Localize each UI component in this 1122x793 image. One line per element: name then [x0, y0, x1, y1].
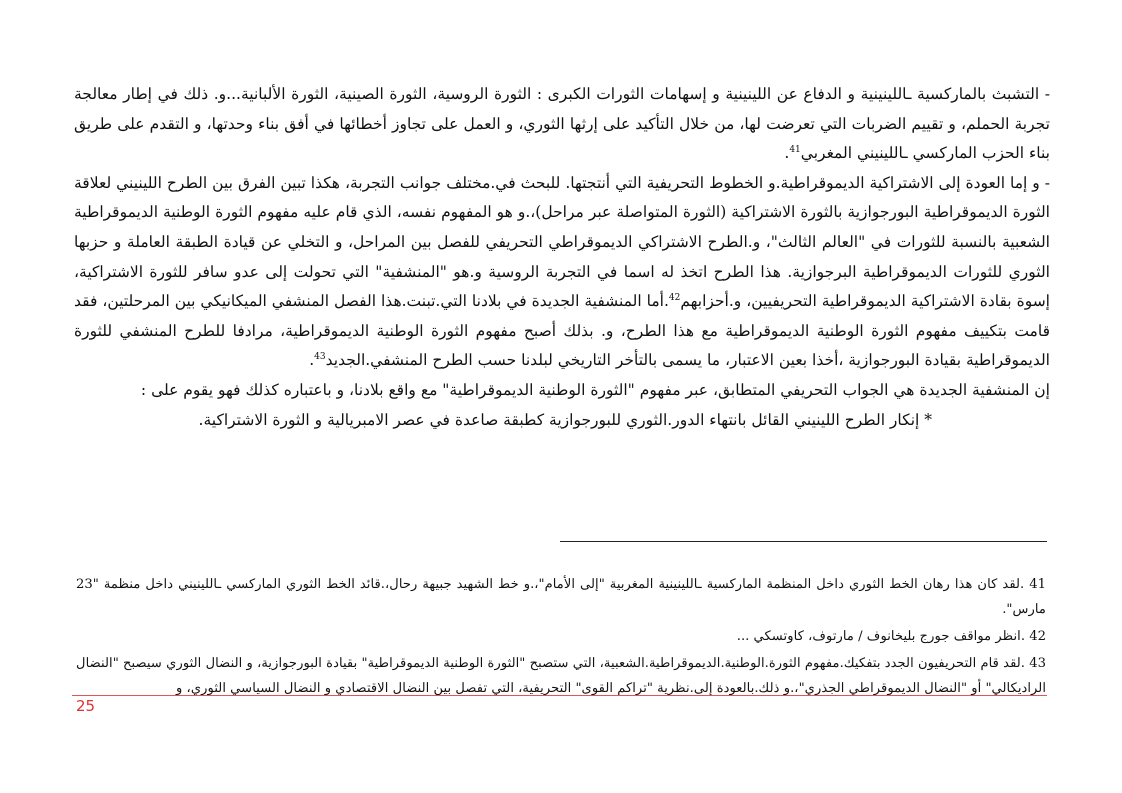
footnote-ref-42[interactable]: 42: [668, 293, 681, 303]
paragraph-2: [74, 169, 1050, 376]
paragraph-2-continuation: .أما المنشفية الجديدة في بلادنا التي.تبنت.هذا الفصل المنشفي الميكانيكي بين المرحلتين، فقد قامت بتكييف مفهوم الثورة الوطنية الديموقراطية مع هذا الطرح، و. بذلك أصبح مفهوم الثورة الوطنية الديموقراطية، مرادفا للطرح المنشفي للثورة الديموقراطية بقيادة البورجوازية ،أخذا بعين الاعتبار، ما يسمى بالتأخر التاريخي لبلدنا حسب الطرح المنشفي.الجديد: [74, 292, 1050, 370]
footnote-separator: [560, 541, 1047, 542]
paragraph-1-text: - التشبث بالماركسية ـاللينينية و الدفاع عن اللينينية و إسهامات الثورات الكبرى : الثورة الروسية، الثورة الصينية، الثورة الألبانية...و. ذلك في إطار معالجة تجربة الحملم، و تقييم الضربات التي تعرضت لها، من خلال التأكيد على إرثها الثوري، و العمل على تجاوز أخطائها في أفق بناء وحدتها، و التقدم على طريق بناء الحزب الماركسي ـاللينيني المغربي: [74, 85, 1050, 163]
bullet-text: * إنكار الطرح اللينيني القائل بانتهاء الدور.الثوري للبورجوازية كطبقة صاعدة في عصر الامبريالية و الثورة الاشتراكية.: [198, 410, 932, 429]
paragraph-1-end: .: [784, 144, 790, 163]
footnote-43: [76, 651, 1046, 701]
footnote-number: 42: [1029, 629, 1046, 644]
page-number: 25: [76, 697, 96, 715]
main-text: [74, 80, 1050, 435]
footnote-42: [76, 624, 1046, 649]
footnote-ref-41[interactable]: 41: [789, 145, 801, 156]
footnote-text: .لقد قام التحريفيون الجدد بتفكيك.مفهوم الثورة.الوطنية.الديموقراطية.الشعبية، التي ستصبح "الثورة الوطنية الديموقراطية" بقيادة البورجوازية، و النضال الثوري سيصبح "النضال الراديكالي" أو "النضال الديموقراطي الجذري"،.و ذلك.بالعودة إلى.نظرية "تراكم القوى" التحريفية، التي تفصل بين النضال الاقتصادي و النضال السياسي الثوري، و: [76, 656, 1046, 696]
paragraph-3: [74, 376, 1050, 406]
footnote-41: [76, 572, 1046, 622]
paragraph-1: [74, 80, 1050, 169]
page-footer-rule: [72, 695, 1047, 696]
paragraph-3-text: إن المنشفية الجديدة هي الجواب التحريفي المتطابق، عبر مفهوم "الثورة الوطنية الديموقراطية" مع واقع بلادنا، و باعتباره كذلك فهو يقوم على :: [140, 380, 1050, 399]
footnote-number: 41: [1029, 577, 1046, 592]
footnote-number: 43: [1029, 656, 1046, 671]
footnote-text: .لقد كان هذا رهان الخط الثوري داخل المنظمة الماركسية ـاللينينية المغربية "إلى الأمام"،.و خط الشهيد جبيهة رحال،.قائد الخط الثوري الماركسي ـاللينيني داخل منظمة "23 مارس".: [76, 577, 1046, 617]
paragraph-2-end: .: [309, 351, 315, 370]
bullet-item: [74, 406, 932, 436]
footnote-text: .انظر مواقف جورج بليخانوف / مارتوف، كاوتسكي ...: [736, 629, 1026, 644]
footnotes: [76, 572, 1046, 703]
paragraph-2-text: - و إما العودة إلى الاشتراكية الديموقراطية.و الخطوط التحريفية التي أنتجتها. للبحث في.مختلف جوانب التجربة، هكذا تبين الفرق بين الطرح اللينيني لعلاقة الثورة الديموقراطية البورجوازية بالثورة الاشتراكية (الثورة المتواصلة عبر مراحل)،.و هو المفهوم نفسه، الذي قام عليه مفهوم الثورة الوطنية الديموقراطية الشعبية بالنسبة للثورات في "العالم الثالث"، و.الطرح الاشتراكي الديموقراطي التحريفي للفصل بين المراحل، و التخلي عن قيادة الطبقة العاملة و حزبها الثوري للثورات الديموقراطية البرجوازية. هذا الطرح اتخذ له اسما في التجربة الروسية و.هو "المنشفية" التي تحولت إلى عدو سافر للثورة الاشتراكية، إسوة بقادة الاشتراكية الديموقراطية التحريفيين، و.أحزابهم: [74, 173, 1050, 311]
footnote-ref-43[interactable]: 43: [314, 352, 326, 363]
